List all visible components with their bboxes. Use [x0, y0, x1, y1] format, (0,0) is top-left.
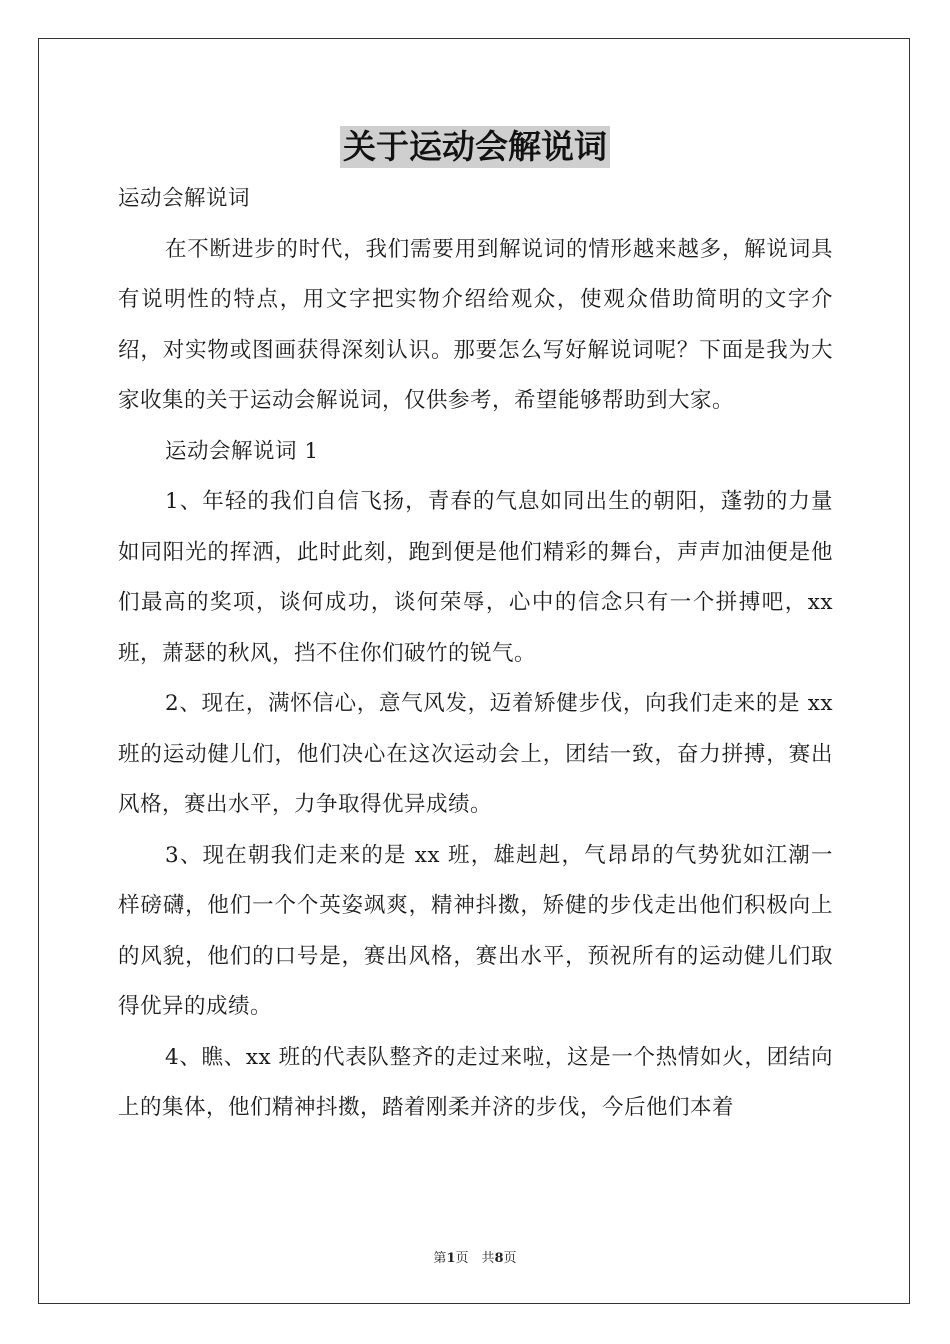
- page-footer: [0, 1247, 950, 1266]
- footer-page-current: 1: [446, 1251, 456, 1266]
- body-paragraph-4: 4、瞧、xx 班的代表队整齐的走过来啦，这是一个热情如火，团结向上的集体，他们精神抖擞，踏着刚柔并济的步伐，今后他们本着: [118, 1044, 833, 1120]
- title-area: [0, 126, 950, 168]
- intro-paragraph: 在不断进步的时代，我们需要用到解说词的情形越来越多，解说词具有说明性的特点，用文字把实物介绍给观众，使观众借助简明的文字介绍，对实物或图画获得深刻认识。那要怎么写好解说词呢？下面是我为大家收集的关于运动会解说词，仅供参考，希望能够帮助到大家。: [118, 236, 833, 413]
- footer-page-suffix: 页: [503, 1251, 517, 1266]
- footer-page-total: 8: [494, 1251, 504, 1266]
- body-paragraph-2: 2、现在，满怀信心，意气风发，迈着矫健步伐，向我们走来的是 xx 班的运动健儿们，他们决心在这次运动会上，团结一致，奋力拼搏，赛出风格，赛出水平，力争取得优异成绩。: [118, 691, 833, 817]
- footer-page-mid: 页 共: [455, 1251, 495, 1266]
- document-title: 关于运动会解说词: [340, 126, 610, 168]
- document-body: [118, 174, 833, 1134]
- body-paragraph-1: 1、年轻的我们自信飞扬，青春的气息如同出生的朝阳，蓬勃的力量如同阳光的挥洒，此时此刻，跑到便是他们精彩的舞台，声声加油便是他们最高的奖项，谈何成功，谈何荣辱，心中的信念只有一个拼搏吧，xx 班，萧瑟的秋风，挡不住你们破竹的锐气。: [118, 489, 833, 666]
- document-subtitle: 运动会解说词: [118, 186, 251, 211]
- body-paragraph-3: 3、现在朝我们走来的是 xx 班，雄赳赳，气昂昂的气势犹如江潮一样磅礴，他们一个个英姿飒爽，精神抖擞，矫健的步伐走出他们积极向上的风貌，他们的口号是，赛出风格，赛出水平，预祝所有的运动健儿们取得优异的成绩。: [118, 842, 833, 1019]
- footer-page-prefix: 第: [433, 1251, 447, 1266]
- section-heading: 运动会解说词 1: [165, 438, 319, 464]
